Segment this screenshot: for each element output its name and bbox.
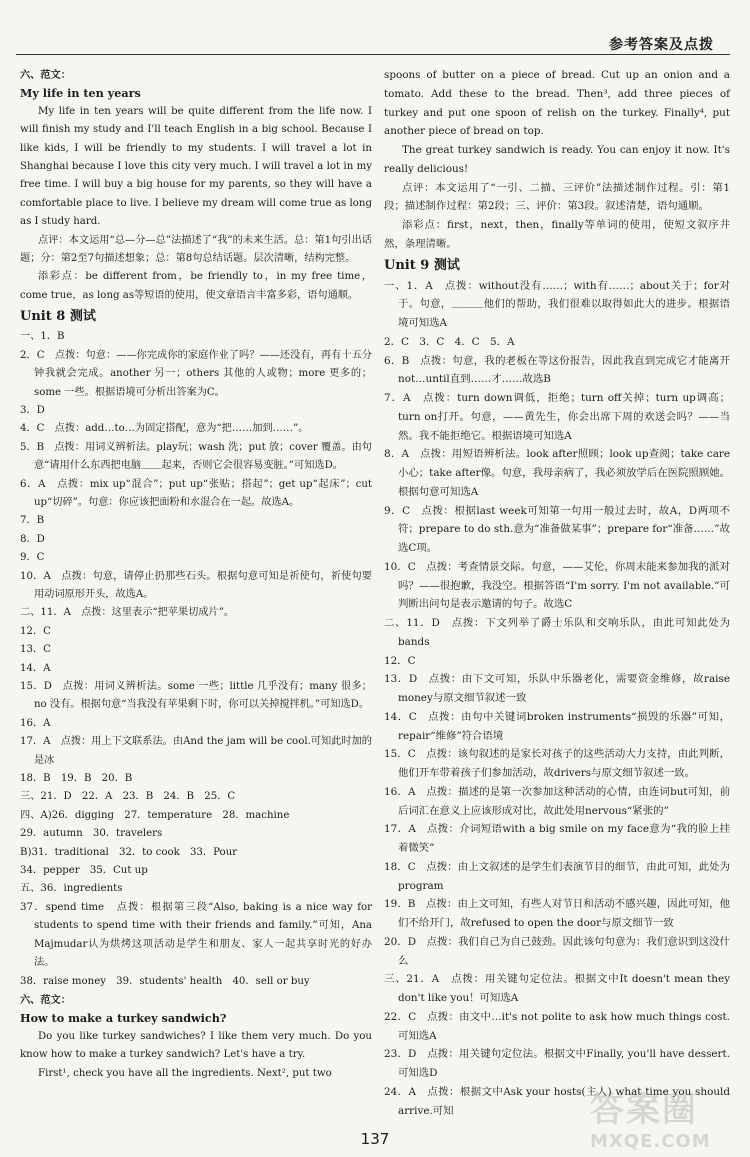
text-line: 34．pepper 35．Cut up [20,865,148,877]
text-line: 10．C 点拨：考查情景交际。句意，——艾伦，你周末能来参加我的派对吗？——很抱歉，我没空。根据答语“I'm sorry. I'm not available.”可判断出问句是表示邀请的句子。故选C [384,560,730,611]
unit-heading: Unit 8 测试 [20,309,96,325]
text-line: The great turkey sandwich is ready. You can enjoy it now. It's really delicious! [384,144,730,175]
text-line: 8．D [20,533,45,545]
text-line: 6．B 点拨：句意，我的老板在等这份报告，因此我直到完成它才能离开 not…until直到……才……故选B [384,354,741,386]
text-line: Do you like turkey sandwiches? I like them very much. Do you know how to make a turkey sandwich? Let's have a try. [20,1030,372,1061]
text-line: 三、21．D 22．A 23．B 24．B 25．C [20,791,236,803]
text-line: B)31．traditional 32．to cook 33．Pour [20,846,238,858]
text-line: 20．D 点拨：我们自己为自己鼓劲。因此该句句意为：我们意识到这没什么 [384,935,730,967]
text-line: 13．C [20,644,51,656]
text-line: 添彩点：first，next，then，finally等单词的使用，使短文叙序井然，条理清晰。 [384,219,730,250]
text-line: 9．C 点拨：根据last week可知第一句用一般过去时，故A，D两项不符；prepare to do sth.意为“准备做某事”；prepare for“准备……”故选C项。 [384,504,730,554]
text-line: My life in ten years will be quite different from the life now. I will finish my study and I'll teach English in a big school. Because I like kids, I will be friendly to my students. I will travel a lot in Shanghai because I love this city very much. I will travel a lot in my free time. I will buy a big house for my parents, so they will have a comfortable place to live. I believe my dream will come true as long as I study hard. [20,105,372,228]
text-line: 14．C 点拨：由句中关键词broken instruments“损毁的乐器”可知，repair“维修”符合语境 [384,710,730,742]
text-line: 18．B 19．B 20．B [20,773,133,785]
page-header [0,0,750,56]
text-line: 24．A 点拨：根据文中Ask your hosts(主人) what time you should arrive.可知 [384,1085,730,1117]
text-line: 23．D 点拨：用关键句定位法。根据文中Finally, you'll have dessert.可知选D [384,1048,730,1079]
text-line: 12．C [20,625,51,637]
text-line: 一、1．B [20,331,65,343]
header-rule [16,54,730,55]
text-line: 16．A 点拨：描述的是第一次参加这种活动的心情，由连词but可知，前后词汇在意义上应该形成对比，故此处用nervous“紧张的” [384,785,730,817]
text-line: 7．B [20,515,45,527]
header-title: 参考答案及点拨 [609,37,714,53]
text-line: 三、21．A 点拨：用关键句定位法。根据文中It doesn't mean they don't like you！可知选A [384,973,730,1004]
text-line: 17．A 点拨：介词短语with a big smile on my face意为“我的脸上挂着微笑” [384,823,730,854]
text-line: spoons of butter on a piece of bread. Cut up an onion and a tomato. Add these to the bread. Then³, add three pieces of turkey and put one spoon of relish on the turkey. Finally⁴, put another piece of bread on top. [384,69,730,138]
text-line: 19．B 点拨：由上文可知，有些人对节日和活动不感兴趣，因此可知，他们不给开门，故refused to open the door与原文细节一致 [384,898,730,929]
text-line: 38．raise money 39．students' health 40．sell or buy [20,975,310,987]
text-line: 7．A 点拨：turn down调低，拒绝；turn off关掉；turn up调高；turn on打开。句意，——黄先生，你会出席下周的欢送会吗？——当然。我不能拒绝它。根据语境可知选A [384,392,730,442]
text-line: 四、A)26．digging 27．temperature 28．machine [20,809,290,821]
right-column [384,66,741,1120]
text-line: 添彩点：be different from，be friendly to，in my free time，come true，as long as等短语的使用，使文章语言丰富多彩，语句通顺。 [20,271,372,301]
text-line: First¹, check you have all the ingredients. Next², put two [38,1067,332,1079]
text-line: 8．A 点拨：用短语辨析法。look after照顾；look up查阅；take care小心；take after像。句意，我母亲病了，我必须放学后在医院照顾她。根据句意可知选A [384,448,730,498]
text-line: 4．C 点拨：add…to…为固定搭配，意为“把……加到……”。 [20,423,309,435]
text-line: 一、1．A 点拨：without没有……；with有……；about关于；for对于。句意，＿＿＿他们的帮助，我们很难以取得如此大的进步。根据语境可知选A [384,279,730,329]
page-number: 137 [360,1130,390,1148]
text-line: 29．autumn 30．travelers [20,828,163,840]
text-line: 点评：本文运用“总—分—总”法描述了“我”的未来生活。总：第1句引出话题；分：第2至7句描述想象；总：第8句总结话题。层次清晰，结构完整。 [20,234,372,265]
text-line: 13．D 点拨：由下文可知，乐队中乐器老化，需要资金维修，故raise money与原文细节叙述一致 [384,673,730,704]
text-line: 二、11．A 点拨：这里表示“把苹果切成片”。 [20,607,235,619]
text-line: 六、范文： [20,69,71,81]
essay-title: How to make a turkey sandwich? [20,1011,227,1026]
text-line: 五、36．ingredients [20,883,123,895]
left-column [20,66,372,1083]
text-line: 9．C [20,552,45,564]
text-line: 2．C 3．C 4．C 5．A [384,335,515,348]
text-line: 15．D 点拨：用词义辨析法。some 一些；little 几乎没有；many 很多；no 没有。根据句意“当我没有苹果剩下时，你可以关掉搅拌机。”可知选D。 [20,681,372,711]
text-line: 2．C 点拨：句意：——你完成你的家庭作业了吗？——还没有，再有十五分钟我就会完成。another 另一；others 其他的人或物；more 更多的；some 一些。根据语境可分析出答案为C。 [20,349,372,398]
unit-heading: Unit 9 测试 [384,257,460,273]
text-line: 15．C 点拨：该句叙述的是家长对孩子的这些活动大力支持，由此判断，他们开车带着孩子们参加活动，故drivers与原文细节叙述一致。 [384,748,730,779]
text-line: 18．C 点拨：由上文叙述的是学生们表演节目的细节，由此可知，此处为program [384,860,730,892]
text-line: 6．A 点拨：mix up“混合”；put up“张贴；搭起”；get up“起床”；cut up“切碎”。句意：你应该把面粉和水混合在一起。故选A。 [20,478,372,508]
text-line: 二、11．D 点拨：下文列举了爵士乐队和交响乐队，由此可知此处为bands [384,617,730,648]
text-line: 22．C 点拨：由文中…it's not polite to ask how much things cost.可知选A [384,1010,730,1042]
text-line: 六、范文： [20,993,71,1006]
text-line: 37．spend time 点拨：根据第三段“Also, baking is a nice way for students to spend time with their friends and family.”可知，Ana Majmudar认为烘烤这项活动是学生和朋友、家人一起共享时光的好办法。 [20,901,372,969]
text-line: 12．C [384,654,416,667]
text-line: 3．D [20,404,45,416]
text-line: 17．A 点拨：用上下文联系法。由And the jam will be cool.可知此时加的是冰 [20,736,372,766]
watermark-logo: 答案圈 MXQE.COM [590,1090,711,1152]
text-line: 点评：本文运用了“一引、二描、三评价”法描述制作过程。引：第1段；描述制作过程：第2段；三、评价：第3段。叙述清楚，语句通顺。 [384,181,730,213]
text-line: 14．A [20,662,51,674]
text-line: 5．B 点拨：用词义辨析法。play玩；wash 洗；put 放；cover 覆盖。由句意“请用什么东西把电脑＿＿起来，否则它会很容易变脏。”可知选D。 [20,441,372,472]
essay-title: My life in ten years [20,86,141,101]
text-line: 16．A [20,717,51,729]
text-line: 10．A 点拨：句意，请停止扔那些石头。根据句意可知是祈使句，祈使句要用动词原形开头，故选A。 [20,570,372,600]
